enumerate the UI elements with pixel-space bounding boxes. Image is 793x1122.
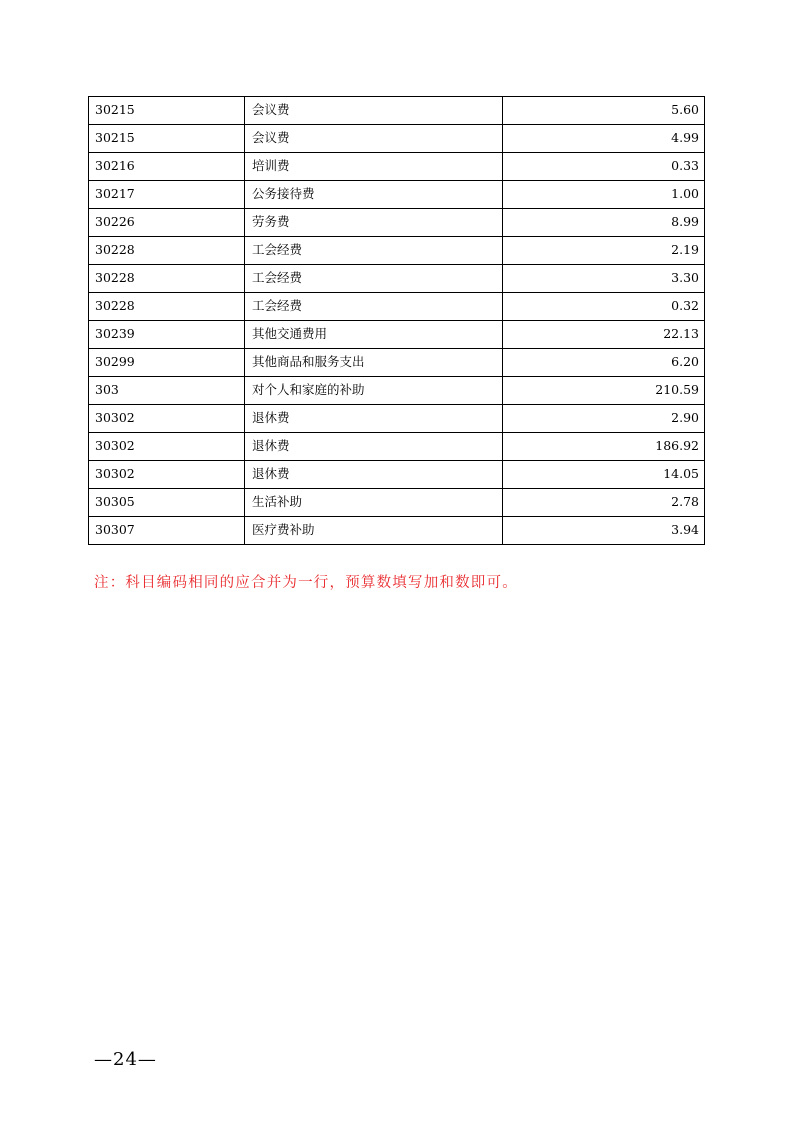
amount-cell: 14.05	[503, 461, 705, 489]
amount-cell: 8.99	[503, 209, 705, 237]
subject-code-cell: 30239	[89, 321, 245, 349]
amount-cell: 210.59	[503, 377, 705, 405]
table-row	[89, 489, 705, 517]
amount-cell: 0.32	[503, 293, 705, 321]
table-body	[89, 97, 705, 545]
subject-code-cell: 30302	[89, 405, 245, 433]
table-row	[89, 181, 705, 209]
amount-cell: 1.00	[503, 181, 705, 209]
subject-code-cell: 30305	[89, 489, 245, 517]
subject-name-cell: 培训费	[245, 153, 503, 181]
amount-cell: 0.33	[503, 153, 705, 181]
amount-cell: 22.13	[503, 321, 705, 349]
table-row	[89, 209, 705, 237]
subject-code-cell: 30228	[89, 237, 245, 265]
subject-code-cell: 30215	[89, 125, 245, 153]
amount-cell: 2.90	[503, 405, 705, 433]
amount-cell: 2.78	[503, 489, 705, 517]
subject-name-cell: 会议费	[245, 97, 503, 125]
table-row	[89, 517, 705, 545]
table-row	[89, 125, 705, 153]
subject-code-cell: 303	[89, 377, 245, 405]
budget-table	[88, 96, 705, 545]
subject-name-cell: 退休费	[245, 405, 503, 433]
subject-name-cell: 工会经费	[245, 237, 503, 265]
amount-cell: 3.30	[503, 265, 705, 293]
subject-name-cell: 医疗费补助	[245, 517, 503, 545]
table-row	[89, 349, 705, 377]
table-row	[89, 377, 705, 405]
amount-cell: 6.20	[503, 349, 705, 377]
subject-name-cell: 对个人和家庭的补助	[245, 377, 503, 405]
subject-code-cell: 30226	[89, 209, 245, 237]
amount-cell: 4.99	[503, 125, 705, 153]
page-number: —24—	[94, 1049, 157, 1070]
subject-code-cell: 30302	[89, 433, 245, 461]
subject-name-cell: 退休费	[245, 461, 503, 489]
amount-cell: 186.92	[503, 433, 705, 461]
subject-name-cell: 工会经费	[245, 293, 503, 321]
subject-name-cell: 会议费	[245, 125, 503, 153]
table-row	[89, 237, 705, 265]
subject-code-cell: 30302	[89, 461, 245, 489]
subject-code-cell: 30228	[89, 265, 245, 293]
subject-name-cell: 劳务费	[245, 209, 503, 237]
table-row	[89, 97, 705, 125]
subject-code-cell: 30217	[89, 181, 245, 209]
amount-cell: 2.19	[503, 237, 705, 265]
subject-code-cell: 30215	[89, 97, 245, 125]
footnote: 注：科目编码相同的应合并为一行，预算数填写加和数即可。	[94, 575, 518, 591]
table-row	[89, 461, 705, 489]
table-row	[89, 293, 705, 321]
subject-name-cell: 其他商品和服务支出	[245, 349, 503, 377]
table-row	[89, 433, 705, 461]
table-row	[89, 265, 705, 293]
table-row	[89, 153, 705, 181]
subject-code-cell: 30216	[89, 153, 245, 181]
subject-name-cell: 工会经费	[245, 265, 503, 293]
amount-cell: 3.94	[503, 517, 705, 545]
subject-code-cell: 30299	[89, 349, 245, 377]
subject-name-cell: 公务接待费	[245, 181, 503, 209]
table-row	[89, 405, 705, 433]
subject-name-cell: 退休费	[245, 433, 503, 461]
subject-name-cell: 生活补助	[245, 489, 503, 517]
amount-cell: 5.60	[503, 97, 705, 125]
subject-code-cell: 30307	[89, 517, 245, 545]
subject-code-cell: 30228	[89, 293, 245, 321]
table-row	[89, 321, 705, 349]
subject-name-cell: 其他交通费用	[245, 321, 503, 349]
